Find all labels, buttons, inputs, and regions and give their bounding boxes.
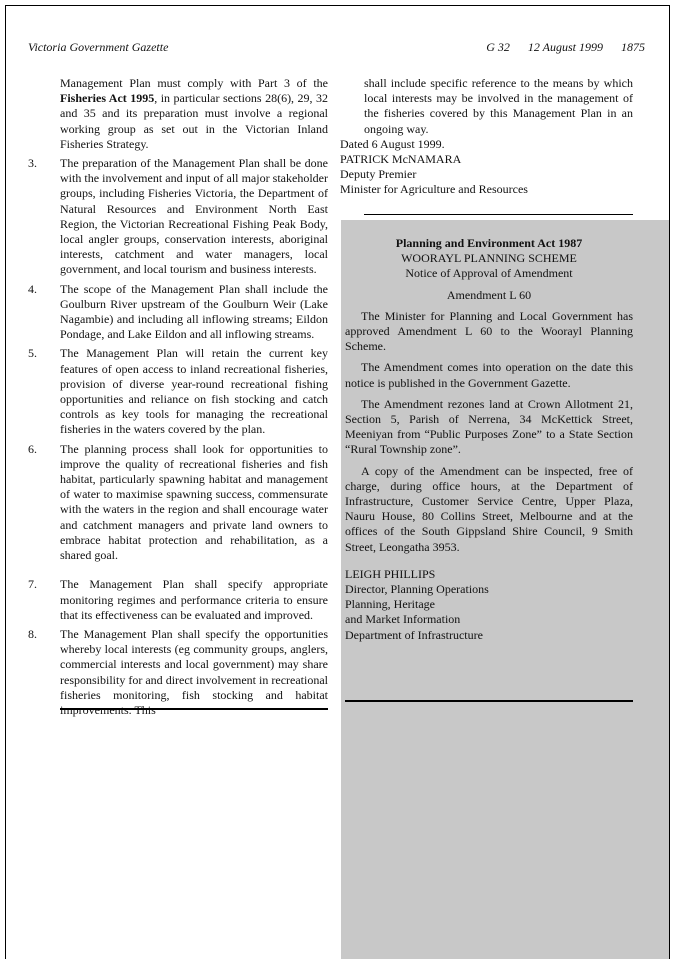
notice-act-title: Planning and Environment Act 1987 (395, 236, 583, 250)
signatory-title: Minister for Agriculture and Resources (340, 182, 528, 197)
continuation-paragraph: shall include specific reference to the means by which local interests may be involved in the management of the fisheries covered by this Management Plan in an ongoing way. (364, 76, 633, 136)
notice-signatory-title: Department of Infrastructure (345, 627, 483, 642)
notice-scheme-title: WOORAYL PLANNING SCHEME (401, 251, 577, 266)
notice-signatory-title: Director, Planning Operations (345, 582, 489, 597)
act-reference: Fisheries Act 1995 (60, 91, 155, 106)
right-column-continuation (340, 76, 633, 198)
intro-text-1: Management Plan must comply with Part 3 of the (60, 76, 328, 90)
notice-top-divider (364, 214, 633, 215)
signatory-title: Deputy Premier (340, 167, 417, 182)
notice-signatory-name: LEIGH PHILLIPS (345, 566, 436, 581)
signatory-name: PATRICK McNAMARA (340, 152, 462, 167)
list-item (28, 156, 328, 278)
intro-paragraph (28, 76, 328, 152)
notice-amendment-number: Amendment L 60 (446, 287, 532, 302)
notice-bottom-divider (345, 700, 633, 702)
notice-paragraph: The Minister for Planning and Local Government has approved Amendment L 60 to the Woorayl Planning Scheme. (345, 308, 633, 354)
notice-signatory-title: Planning, Heritage (345, 597, 435, 612)
item-number: 4. (28, 281, 37, 296)
left-column (28, 76, 328, 718)
item-number: 3. (28, 156, 37, 171)
list-item (28, 577, 328, 623)
item-text: The Management Plan shall specify the opportunities whereby local interests (eg community groups, anglers, commercial interests and local government) may share responsibility for and direct involvement in recreational fisheries monitoring, fish stocking and habitat improvements. This (60, 626, 328, 717)
list-item (28, 282, 328, 343)
notice-paragraph: The Amendment rezones land at Crown Allotment 21, Section 5, Parish of Nerrena, 34 McKettick Street, Meeniyan from “Public Purposes Zone” to a State Section “Rural Township zone”. (345, 396, 633, 457)
issue-number: G 32 (486, 40, 510, 54)
item-number: 8. (28, 626, 37, 641)
item-text: The Management Plan will retain the current key features of open access to inland recreational fisheries, provision of diverse year-round recreational fishing opportunities and reliance on fish stocking and catch controls as key tools for managing the recreational fisheries in the waters covered by the plan. (60, 346, 328, 437)
dated-line: Dated 6 August 1999. (340, 136, 445, 151)
item-text: The scope of the Management Plan shall include the Goulburn River upstream of the Goulburn Weir (Lake Nagambie) and including all inflowing streams; Eildon Pondage, and Lake Eildon and all inflowing streams. (60, 281, 328, 342)
item-text: The planning process shall look for opportunities to improve the quality of recreational fisheries and fish habitat, particularly spawning habitat and management of water to maximise spawning success, commensurate with the waters in the region and shall encourage water and catchment managers and private land owners to embrace habitat protection and rehabilitation, as a shared goal. (60, 441, 328, 563)
list-item (28, 442, 328, 564)
amendment-notice (345, 236, 633, 643)
item-text: The Management Plan shall specify appropriate monitoring regimes and performance criteria to ensure that its effectiveness can be evaluated and improved. (60, 577, 328, 622)
page-number: 1875 (621, 40, 645, 54)
item-text: The preparation of the Management Plan shall be done with the involvement and input of all major stakeholder groups, including Fisheries Victoria, the Department of Natural Resources and Environment North East Region, the Victorian Recreational Fishing Peak Body, local angler groups, conservation interests, aboriginal interests, catchment and water managers, local government, and local tourism and business interests. (60, 156, 328, 277)
intro-text-2: , in particular sections 28(6), 29, 32 and 35 and its preparation must involve a regional working group as set out in the Victorian Inland Fisheries Strategy. (60, 91, 328, 151)
list-item (28, 627, 328, 718)
item-number: 7. (28, 577, 37, 592)
list-item (28, 346, 328, 437)
item-number: 5. (28, 346, 37, 361)
item-number: 6. (28, 441, 37, 456)
section-divider (60, 708, 328, 710)
notice-heading: Notice of Approval of Amendment (405, 266, 573, 281)
header-meta (486, 40, 645, 55)
issue-date: 12 August 1999 (527, 40, 603, 54)
notice-paragraph: The Amendment comes into operation on the date this notice is published in the Government Gazette. (345, 360, 633, 390)
notice-paragraph: A copy of the Amendment can be inspected, free of charge, during office hours, at the Department of Infrastructure, Customer Service Centre, Upper Plaza, Nauru House, 80 Collins Street, Melbourne and at the offices of the South Gippsland Shire Council, 9 Smith Street, Leongatha 3953. (345, 463, 633, 554)
publication-title: Victoria Government Gazette (28, 40, 169, 54)
notice-signatory-title: and Market Information (345, 612, 461, 627)
